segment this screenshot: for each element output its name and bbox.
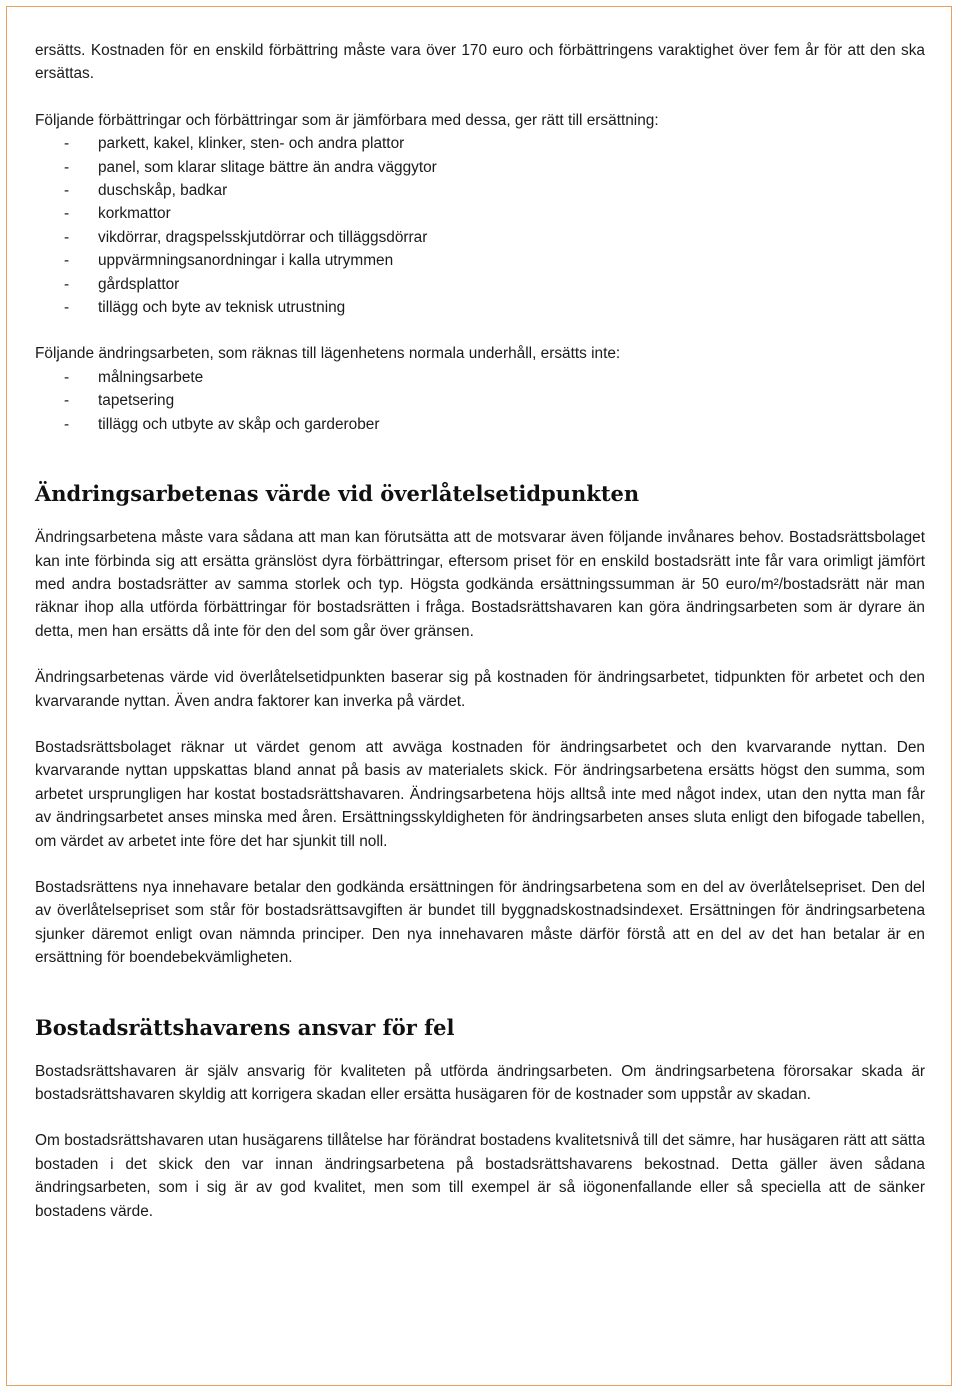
list-item: - duschskåp, badkar xyxy=(64,182,228,200)
section-paragraph: Bostadsrättens nya innehavare betalar den godkända ersättningen för ändringsarbetena som en del av överlåtelsepriset. Den del av överlåtelsepriset som står för bostadsrättsavgiften är bundet till byggnadskostnadsindexet. Ersättningen för ändringsarbetena sjunker däremot enligt ovan nämnda principer. Den nya innehavaren måste därför förstå att en del av det han betalar är en ersättning för boendebekvämligheten. xyxy=(35,878,925,967)
section-paragraph: Ändringsarbetenas värde vid överlåtelsetidpunkten baserar sig på kostnaden för ändringsarbetet, tidpunkten för arbetet och den kvarvarande nyttan. Även andra faktorer kan inverka på värdet. xyxy=(35,669,925,710)
maintenance-list xyxy=(35,366,925,436)
list-item: - panel, som klarar slitage bättre än andra väggytor xyxy=(64,158,437,176)
list-item: - tapetsering xyxy=(64,392,175,410)
list-item: - parkett, kakel, klinker, sten- och andra plattor xyxy=(64,135,405,153)
list-item: - målningsarbete xyxy=(64,368,204,386)
section-paragraph: Ändringsarbetena måste vara sådana att man kan förutsätta att de motsvarar även följande invånares behov. Bostadsrättsbolaget kan inte förbinda sig att ersätta gränslöst dyra förbättringar, eftersom priset för en enskild bostadsrätt inte får vara orimligt jämfört med andra bostadsrätter av samma storlek och typ. Högsta godkända ersättningssumman är 50 euro/m²/bostadsrätt när man räknar ihop alla utförda förbättringar för bostadsrätten i fråga. Bostadsrättshavaren kan göra ändringsarbeten som är dyrare än detta, men han ersätts då inte för den del som går över gränsen. xyxy=(35,529,925,640)
list-item: - vikdörrar, dragspelsskjutdörrar och tilläggsdörrar xyxy=(64,228,428,246)
intro-paragraph: ersätts. Kostnaden för en enskild förbättring måste vara över 170 euro och förbättringens varaktighet över fem år för att den ska ersättas. xyxy=(35,42,925,83)
list-item: - gårdsplattor xyxy=(64,275,180,293)
document-body xyxy=(35,39,925,1223)
section-paragraph: Bostadsrättsbolaget räknar ut värdet genom att avväga kostnaden för ändringsarbetet och den kvarvarande nyttan. Den kvarvarande nyttan uppskattas bland annat på basis av materialets skick. För ändringsarbetena ersätts högst den summa, som arbetet ursprungligen har kostat bostadsrättshavaren. Ändringsarbetena höjs alltså inte med något index, utan den nytta man får av ändringsarbetet anses minska med åren. Ersättningsskyldigheten för ändringsarbeten anses sluta enligt den bifogade tabellen, om värdet av arbetet inte före det har sjunkit till noll. xyxy=(35,738,925,850)
improvements-list xyxy=(35,132,925,319)
maintenance-intro: Följande ändringsarbeten, som räknas till lägenhetens normala underhåll, ersätts inte: xyxy=(35,345,621,363)
improvements-intro: Följande förbättringar och förbättringar som är jämförbara med dessa, ger rätt till ersättning: xyxy=(35,111,659,129)
list-item: - uppvärmningsanordningar i kalla utrymmen xyxy=(64,252,394,270)
list-item: - tillägg och byte av teknisk utrustning xyxy=(64,299,346,317)
section-heading-liability: Bostadsrättshavarens ansvar för fel xyxy=(35,1014,455,1040)
section-paragraph: Om bostadsrättshavaren utan husägarens tillåtelse har förändrat bostadens kvalitetsnivå till det sämre, har husägaren rätt att sätta bostaden i det skick den var innan ändringsarbetena på bostadsrättshavarens bekostnad. Detta gäller även sådana ändringsarbeten, som i sig är av god kvalitet, men som till exempel är så iögonenfallande eller så speciella att de sänker bostadens värde. xyxy=(35,1132,925,1220)
section-heading-value: Ändringsarbetenas värde vid överlåtelsetidpunkten xyxy=(35,481,640,507)
section-paragraph: Bostadsrättshavaren är själv ansvarig för kvaliteten på utförda ändringsarbeten. Om ändringsarbetena förorsakar skada är bostadsrättshavaren skyldig att korrigera skadan eller ersätta husägaren för de kostnader som uppstår av skadan. xyxy=(35,1062,925,1103)
list-item: - korkmattor xyxy=(64,205,171,223)
list-item: - tillägg och utbyte av skåp och garderober xyxy=(64,415,380,433)
